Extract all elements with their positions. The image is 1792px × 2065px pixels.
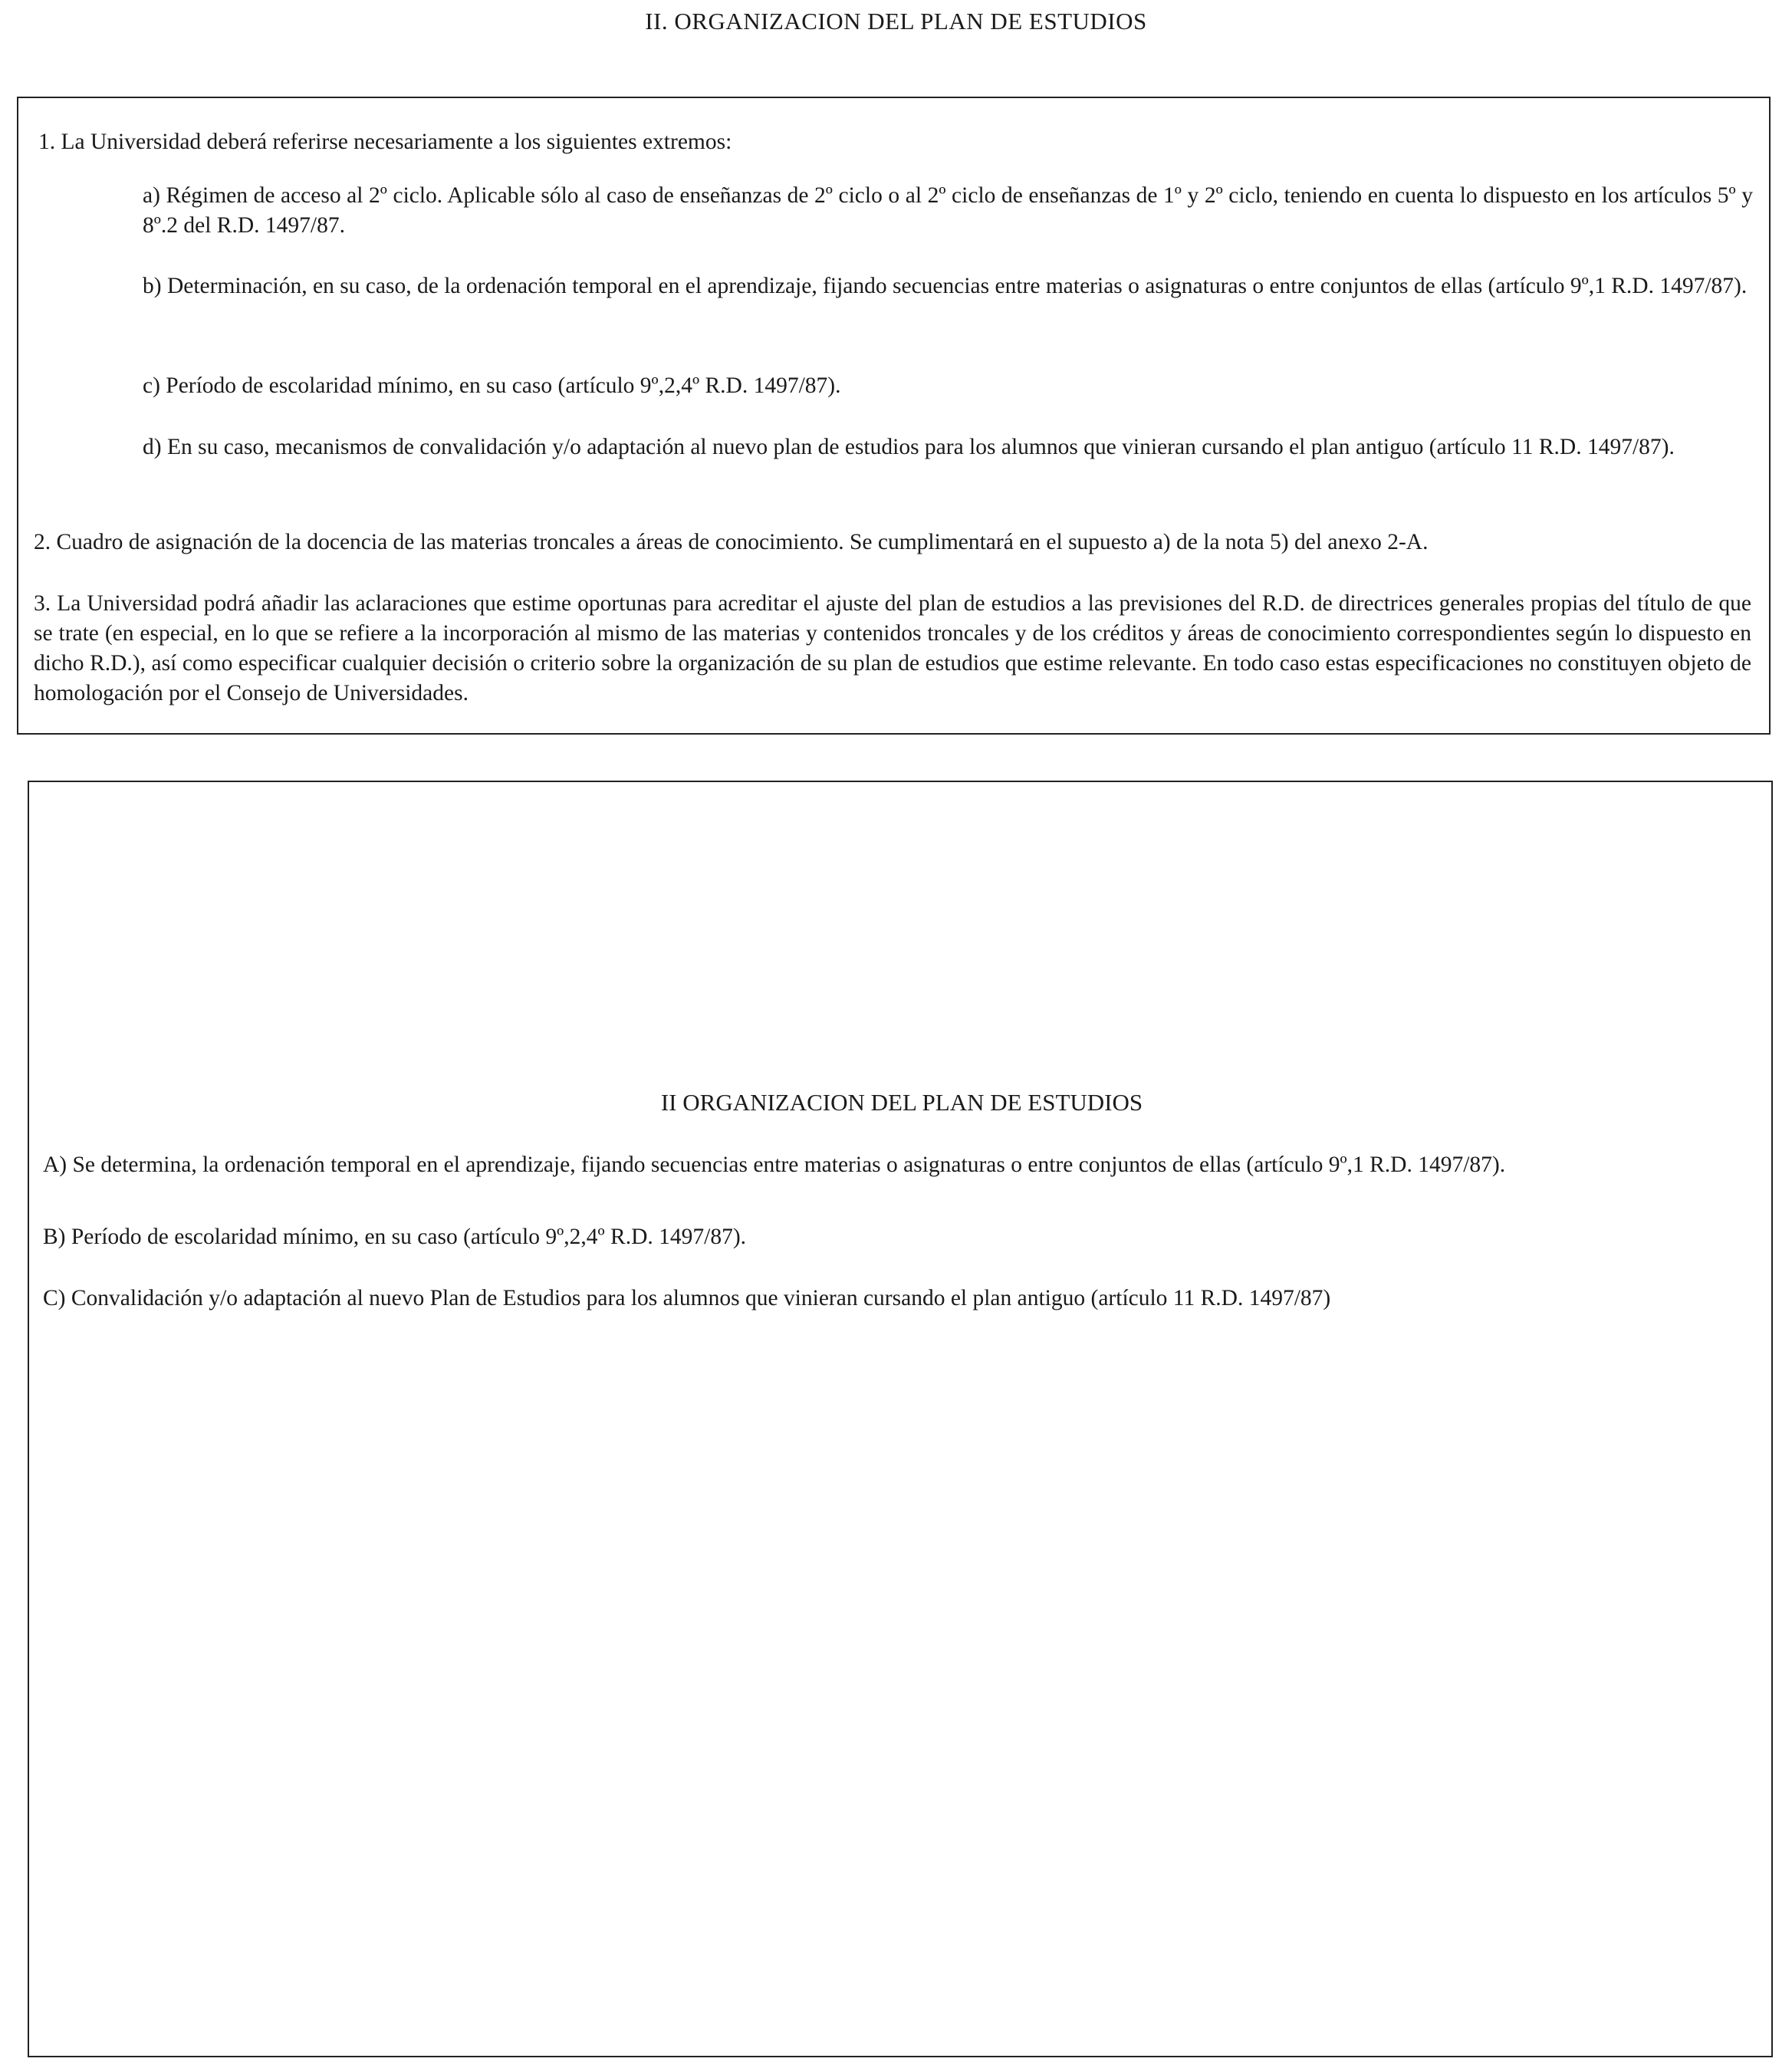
response-item-b: B) Período de escolaridad mínimo, en su caso (artículo 9º,2,4º R.D. 1497/87). xyxy=(43,1225,747,1249)
instruction-item-3: 3. La Universidad podrá añadir las aclaraciones que estime oportunas para acreditar el ajuste del plan de estudios a las previsiones del R.D. de directrices generales propias del título de que se trate (en especial, en lo que se refiere a la incorporación al mismo de las materias y contenidos troncales y de los créditos y áreas de conocimiento correspondientes según lo dispuesto en dicho R.D.), así como especificar cualquier decisión o criterio sobre la organización de su plan de estudios que estime relevante. En todo caso estas especificaciones no constituyen objeto de homologación por el Consejo de Universidades. xyxy=(34,591,1751,705)
instruction-item-1c: c) Período de escolaridad mínimo, en su caso (artículo 9º,2,4º R.D. 1497/87). xyxy=(143,373,841,398)
response-title: II ORGANIZACION DEL PLAN DE ESTUDIOS xyxy=(660,1089,1143,1116)
instruction-item-1b: b) Determinación, en su caso, de la ordenación temporal en el aprendizaje, fijando secuencias entre materias o asignaturas o entre conjuntos de ellas (artículo 9º,1 R.D. 1497/87). xyxy=(143,274,1748,298)
response-item-c: C) Convalidación y/o adaptación al nuevo Plan de Estudios para los alumnos que vinieran cursando el plan antiguo (artículo 11 R.D. 1497/87) xyxy=(43,1286,1331,1310)
instruction-item-2: 2. Cuadro de asignación de la docencia de las materias troncales a áreas de conocimiento. Se cumplimentará en el supuesto a) de la nota 5) del anexo 2-A. xyxy=(34,530,1429,554)
page-title: II. ORGANIZACION DEL PLAN DE ESTUDIOS xyxy=(645,8,1147,35)
instruction-item-1: 1. La Universidad deberá referirse necesariamente a los siguientes extremos: xyxy=(38,130,732,154)
instructions-box xyxy=(17,97,1771,735)
instruction-item-1d: d) En su caso, mecanismos de convalidación y/o adaptación al nuevo plan de estudios para los alumnos que vinieran cursando el plan antiguo (artículo 11 R.D. 1497/87). xyxy=(143,435,1675,459)
response-item-a: A) Se determina, la ordenación temporal en el aprendizaje, fijando secuencias entre materias o asignaturas o entre conjuntos de ellas (artículo 9º,1 R.D. 1497/87). xyxy=(43,1153,1506,1177)
response-box xyxy=(28,781,1773,2057)
instruction-item-1a: a) Régimen de acceso al 2º ciclo. Aplicable sólo al caso de enseñanzas de 2º ciclo o al 2º ciclo de enseñanzas de 1º y 2º ciclo, teniendo en cuenta lo dispuesto en los artículos 5º y 8º.2 del R.D. 1497/87. xyxy=(143,183,1753,238)
